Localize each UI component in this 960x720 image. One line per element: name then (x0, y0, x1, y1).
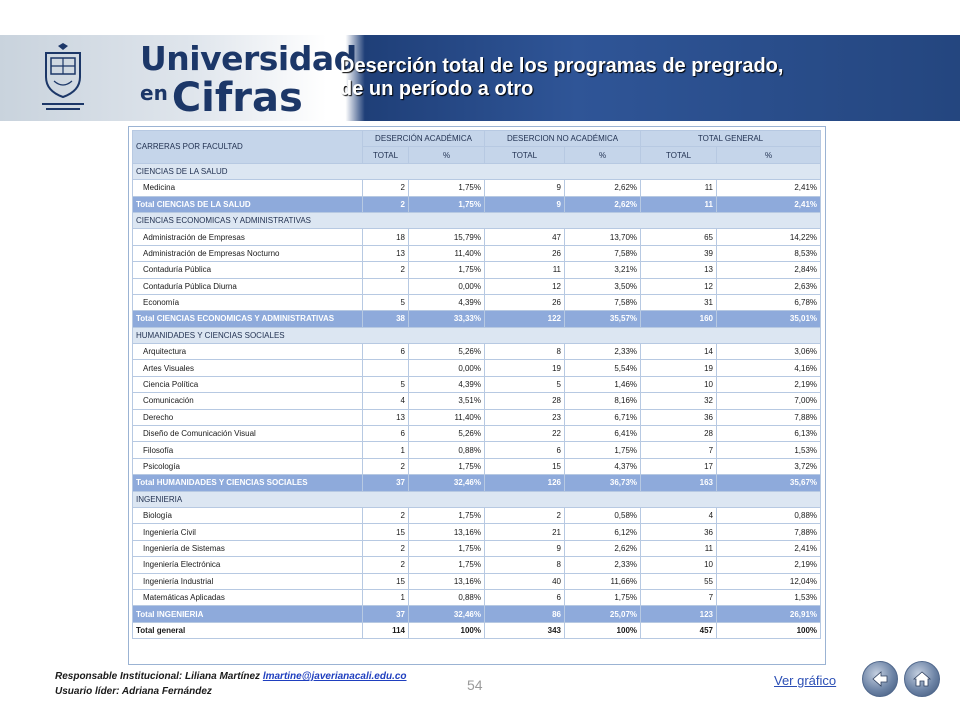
table-cell: 36 (641, 409, 717, 425)
table-cell: 1 (363, 442, 409, 458)
table-row (133, 589, 821, 605)
brand-line2-small: en (140, 81, 168, 105)
row-label: Derecho (133, 409, 363, 425)
subheader-cell: % (409, 147, 485, 163)
subheader-cell: TOTAL (485, 147, 565, 163)
faculty-label: CIENCIAS ECONOMICAS Y ADMINISTRATIVAS (133, 212, 821, 228)
table-cell: 38 (363, 311, 409, 327)
table-cell: 114 (363, 622, 409, 638)
page-title-line2: de un período a otro (340, 78, 534, 100)
table-cell: 19 (641, 360, 717, 376)
table-row (133, 294, 821, 310)
table-cell: 0,58% (565, 507, 641, 523)
table-cell: 2,41% (717, 196, 821, 212)
table-cell: 2 (363, 507, 409, 523)
row-label: Ingeniería de Sistemas (133, 540, 363, 556)
table-cell: 2,62% (565, 540, 641, 556)
table-cell: 11 (485, 262, 565, 278)
table-cell: 7 (641, 442, 717, 458)
table-cell: 4,16% (717, 360, 821, 376)
table-cell: 0,00% (409, 360, 485, 376)
desertion-table (132, 130, 821, 639)
table-cell: 1,75% (409, 458, 485, 474)
table-cell: 9 (485, 196, 565, 212)
table-cell: 0,88% (409, 589, 485, 605)
table-row (133, 180, 821, 196)
table-row (133, 245, 821, 261)
table-cell: 3,21% (565, 262, 641, 278)
table-cell (363, 360, 409, 376)
table-cell: 1,75% (409, 540, 485, 556)
table-cell: 2,33% (565, 557, 641, 573)
faculty-row (133, 163, 821, 179)
row-label: Ingeniería Industrial (133, 573, 363, 589)
table-cell (363, 278, 409, 294)
table-cell: 8,53% (717, 245, 821, 261)
table-cell: 1,53% (717, 589, 821, 605)
faculty-total-row (133, 196, 821, 212)
table-cell: 10 (641, 557, 717, 573)
table-cell: 3,50% (565, 278, 641, 294)
table-header-row (133, 131, 821, 147)
header-group-total: TOTAL GENERAL (641, 131, 821, 147)
faculty-label: INGENIERIA (133, 491, 821, 507)
table-cell: 123 (641, 606, 717, 622)
table-cell: 4 (363, 393, 409, 409)
table-cell: 33,33% (409, 311, 485, 327)
row-label: Economía (133, 294, 363, 310)
table-cell: 40 (485, 573, 565, 589)
table-row (133, 393, 821, 409)
table-cell: 32,46% (409, 475, 485, 491)
table-cell: 1,75% (565, 589, 641, 605)
row-label: Psicología (133, 458, 363, 474)
table-row (133, 409, 821, 425)
table-cell: 1,75% (409, 180, 485, 196)
table-cell: 21 (485, 524, 565, 540)
table-cell: 15 (363, 524, 409, 540)
table-row (133, 458, 821, 474)
desertion-table-container (128, 126, 826, 665)
table-cell: 6,71% (565, 409, 641, 425)
table-cell: 15,79% (409, 229, 485, 245)
faculty-total-row (133, 606, 821, 622)
faculty-row (133, 327, 821, 343)
table-cell: 0,00% (409, 278, 485, 294)
table-row (133, 557, 821, 573)
faculty-row (133, 212, 821, 228)
table-cell: 126 (485, 475, 565, 491)
table-cell: 8 (485, 344, 565, 360)
table-cell: 6 (485, 589, 565, 605)
table-cell: 10 (641, 376, 717, 392)
table-cell: 457 (641, 622, 717, 638)
faculty-label: HUMANIDADES Y CIENCIAS SOCIALES (133, 327, 821, 343)
table-cell: 32,46% (409, 606, 485, 622)
table-cell: 13,16% (409, 524, 485, 540)
table-cell: 13 (641, 262, 717, 278)
row-label: Contaduría Pública (133, 262, 363, 278)
table-cell: 26 (485, 294, 565, 310)
table-cell: 5 (363, 376, 409, 392)
row-label: Medicina (133, 180, 363, 196)
table-cell: 100% (409, 622, 485, 638)
table-cell: 12 (641, 278, 717, 294)
table-cell: 2,62% (565, 196, 641, 212)
faculty-total-row (133, 475, 821, 491)
back-arrow-icon (870, 669, 890, 689)
table-cell: 6 (363, 344, 409, 360)
table-cell: 2,41% (717, 180, 821, 196)
row-label: Total HUMANIDADES Y CIENCIAS SOCIALES (133, 475, 363, 491)
responsible-email-link[interactable]: lmartine@javerianacali.edu.co (262, 671, 407, 682)
table-row (133, 278, 821, 294)
table-cell: 2 (363, 262, 409, 278)
table-cell: 0,88% (717, 507, 821, 523)
table-cell: 8 (485, 557, 565, 573)
table-cell: 100% (565, 622, 641, 638)
view-chart-link[interactable]: Ver gráfico (774, 673, 837, 688)
row-label: Total CIENCIAS ECONOMICAS Y ADMINISTRATIVAS (133, 311, 363, 327)
table-cell: 5,54% (565, 360, 641, 376)
table-cell: 11 (641, 196, 717, 212)
table-cell: 6 (485, 442, 565, 458)
table-cell: 5,26% (409, 344, 485, 360)
table-cell: 13 (363, 409, 409, 425)
table-cell: 36,73% (565, 475, 641, 491)
table-cell: 23 (485, 409, 565, 425)
subheader-cell: TOTAL (641, 147, 717, 163)
table-cell: 3,72% (717, 458, 821, 474)
table-cell: 122 (485, 311, 565, 327)
table-cell: 1,75% (409, 262, 485, 278)
row-label: Ingeniería Civil (133, 524, 363, 540)
university-crest-icon (40, 43, 86, 115)
row-label: Ciencia Política (133, 376, 363, 392)
row-label: Contaduría Pública Diurna (133, 278, 363, 294)
table-cell: 2,84% (717, 262, 821, 278)
table-cell: 4 (641, 507, 717, 523)
row-label: Biología (133, 507, 363, 523)
table-cell: 7,88% (717, 524, 821, 540)
table-row (133, 442, 821, 458)
table-cell: 2 (363, 458, 409, 474)
table-cell: 35,57% (565, 311, 641, 327)
table-cell: 15 (363, 573, 409, 589)
table-cell: 2,19% (717, 376, 821, 392)
row-label: Total CIENCIAS DE LA SALUD (133, 196, 363, 212)
subheader-cell: TOTAL (363, 147, 409, 163)
table-cell: 37 (363, 475, 409, 491)
table-cell: 6,12% (565, 524, 641, 540)
table-cell: 9 (485, 180, 565, 196)
table-cell: 2,62% (565, 180, 641, 196)
page-number: 54 (467, 677, 483, 693)
subheader-cell: % (717, 147, 821, 163)
table-cell: 18 (363, 229, 409, 245)
home-button[interactable] (904, 661, 940, 697)
table-cell: 6,41% (565, 426, 641, 442)
row-label: Total INGENIERIA (133, 606, 363, 622)
table-cell: 36 (641, 524, 717, 540)
table-cell: 7,88% (717, 409, 821, 425)
table-cell: 35,01% (717, 311, 821, 327)
table-cell: 11 (641, 180, 717, 196)
table-cell: 2 (363, 540, 409, 556)
table-cell: 343 (485, 622, 565, 638)
header-banner (0, 35, 960, 121)
table-cell: 7,00% (717, 393, 821, 409)
table-cell: 11,66% (565, 573, 641, 589)
table-cell: 39 (641, 245, 717, 261)
table-cell: 12,04% (717, 573, 821, 589)
table-cell: 5,26% (409, 426, 485, 442)
table-cell: 4,39% (409, 376, 485, 392)
row-label: Administración de Empresas (133, 229, 363, 245)
table-cell: 2,19% (717, 557, 821, 573)
table-cell: 7 (641, 589, 717, 605)
table-cell: 9 (485, 540, 565, 556)
faculty-row (133, 491, 821, 507)
table-cell: 65 (641, 229, 717, 245)
table-cell: 4,39% (409, 294, 485, 310)
table-cell: 25,07% (565, 606, 641, 622)
header-group-academic: DESERCIÓN ACADÉMICA (363, 131, 485, 147)
page-title (340, 55, 783, 101)
table-cell: 28 (485, 393, 565, 409)
table-cell: 5 (363, 294, 409, 310)
table-cell: 3,06% (717, 344, 821, 360)
table-cell: 22 (485, 426, 565, 442)
header-faculty: CARRERAS POR FACULTAD (133, 131, 363, 164)
table-cell: 55 (641, 573, 717, 589)
table-cell: 6 (363, 426, 409, 442)
table-cell: 14,22% (717, 229, 821, 245)
table-cell: 100% (717, 622, 821, 638)
table-cell: 1 (363, 589, 409, 605)
brand-line1: Universidad (140, 39, 357, 78)
table-row (133, 376, 821, 392)
leader-label: Usuario líder: Adriana Fernández (55, 686, 212, 697)
table-body (133, 163, 821, 638)
table-cell: 1,46% (565, 376, 641, 392)
table-cell: 4,37% (565, 458, 641, 474)
row-label: Filosofía (133, 442, 363, 458)
table-cell: 3,51% (409, 393, 485, 409)
row-label: Administración de Empresas Nocturno (133, 245, 363, 261)
table-cell: 1,75% (409, 557, 485, 573)
table-cell: 14 (641, 344, 717, 360)
table-cell: 11 (641, 540, 717, 556)
back-button[interactable] (862, 661, 898, 697)
row-label: Comunicación (133, 393, 363, 409)
table-cell: 8,16% (565, 393, 641, 409)
table-cell: 12 (485, 278, 565, 294)
responsible-line (55, 669, 407, 684)
responsible-label: Responsable Institucional: Liliana Martínez (55, 671, 261, 682)
subheader-cell: % (565, 147, 641, 163)
table-cell: 86 (485, 606, 565, 622)
table-cell: 28 (641, 426, 717, 442)
row-label: Artes Visuales (133, 360, 363, 376)
table-cell: 11,40% (409, 245, 485, 261)
table-cell: 35,67% (717, 475, 821, 491)
table-cell: 13,70% (565, 229, 641, 245)
footer-credits (55, 669, 407, 699)
home-icon (912, 669, 932, 689)
row-label: Matemáticas Aplicadas (133, 589, 363, 605)
brand-line2-big: Cifras (171, 75, 303, 121)
table-cell: 6,13% (717, 426, 821, 442)
table-cell: 26 (485, 245, 565, 261)
table-cell: 13 (363, 245, 409, 261)
table-cell: 17 (641, 458, 717, 474)
table-cell: 2,41% (717, 540, 821, 556)
row-label: Diseño de Comunicación Visual (133, 426, 363, 442)
row-label: Ingeniería Electrónica (133, 557, 363, 573)
grand-total-row (133, 622, 821, 638)
table-cell: 6,78% (717, 294, 821, 310)
table-cell: 47 (485, 229, 565, 245)
table-row (133, 360, 821, 376)
table-row (133, 507, 821, 523)
table-cell: 2 (363, 196, 409, 212)
table-cell: 7,58% (565, 245, 641, 261)
table-cell: 15 (485, 458, 565, 474)
table-cell: 0,88% (409, 442, 485, 458)
table-cell: 7,58% (565, 294, 641, 310)
row-label: Total general (133, 622, 363, 638)
table-cell: 11,40% (409, 409, 485, 425)
table-cell: 19 (485, 360, 565, 376)
table-cell: 1,75% (565, 442, 641, 458)
page-title-line1: Deserción total de los programas de pregrado, (340, 55, 784, 77)
table-cell: 2 (363, 180, 409, 196)
table-cell: 2,63% (717, 278, 821, 294)
row-label: Arquitectura (133, 344, 363, 360)
header-group-non-academic: DESERCION NO ACADÉMICA (485, 131, 641, 147)
table-cell: 2,33% (565, 344, 641, 360)
table-cell: 1,75% (409, 196, 485, 212)
table-cell: 32 (641, 393, 717, 409)
brand-logo (140, 41, 357, 119)
table-row (133, 524, 821, 540)
table-cell: 31 (641, 294, 717, 310)
table-row (133, 426, 821, 442)
faculty-label: CIENCIAS DE LA SALUD (133, 163, 821, 179)
table-cell: 160 (641, 311, 717, 327)
faculty-total-row (133, 311, 821, 327)
table-cell: 26,91% (717, 606, 821, 622)
table-cell: 2 (363, 557, 409, 573)
table-cell: 2 (485, 507, 565, 523)
table-cell: 163 (641, 475, 717, 491)
table-row (133, 262, 821, 278)
table-row (133, 344, 821, 360)
table-row (133, 573, 821, 589)
table-cell: 37 (363, 606, 409, 622)
table-cell: 13,16% (409, 573, 485, 589)
table-row (133, 229, 821, 245)
table-cell: 5 (485, 376, 565, 392)
table-row (133, 540, 821, 556)
table-cell: 1,53% (717, 442, 821, 458)
table-cell: 1,75% (409, 507, 485, 523)
